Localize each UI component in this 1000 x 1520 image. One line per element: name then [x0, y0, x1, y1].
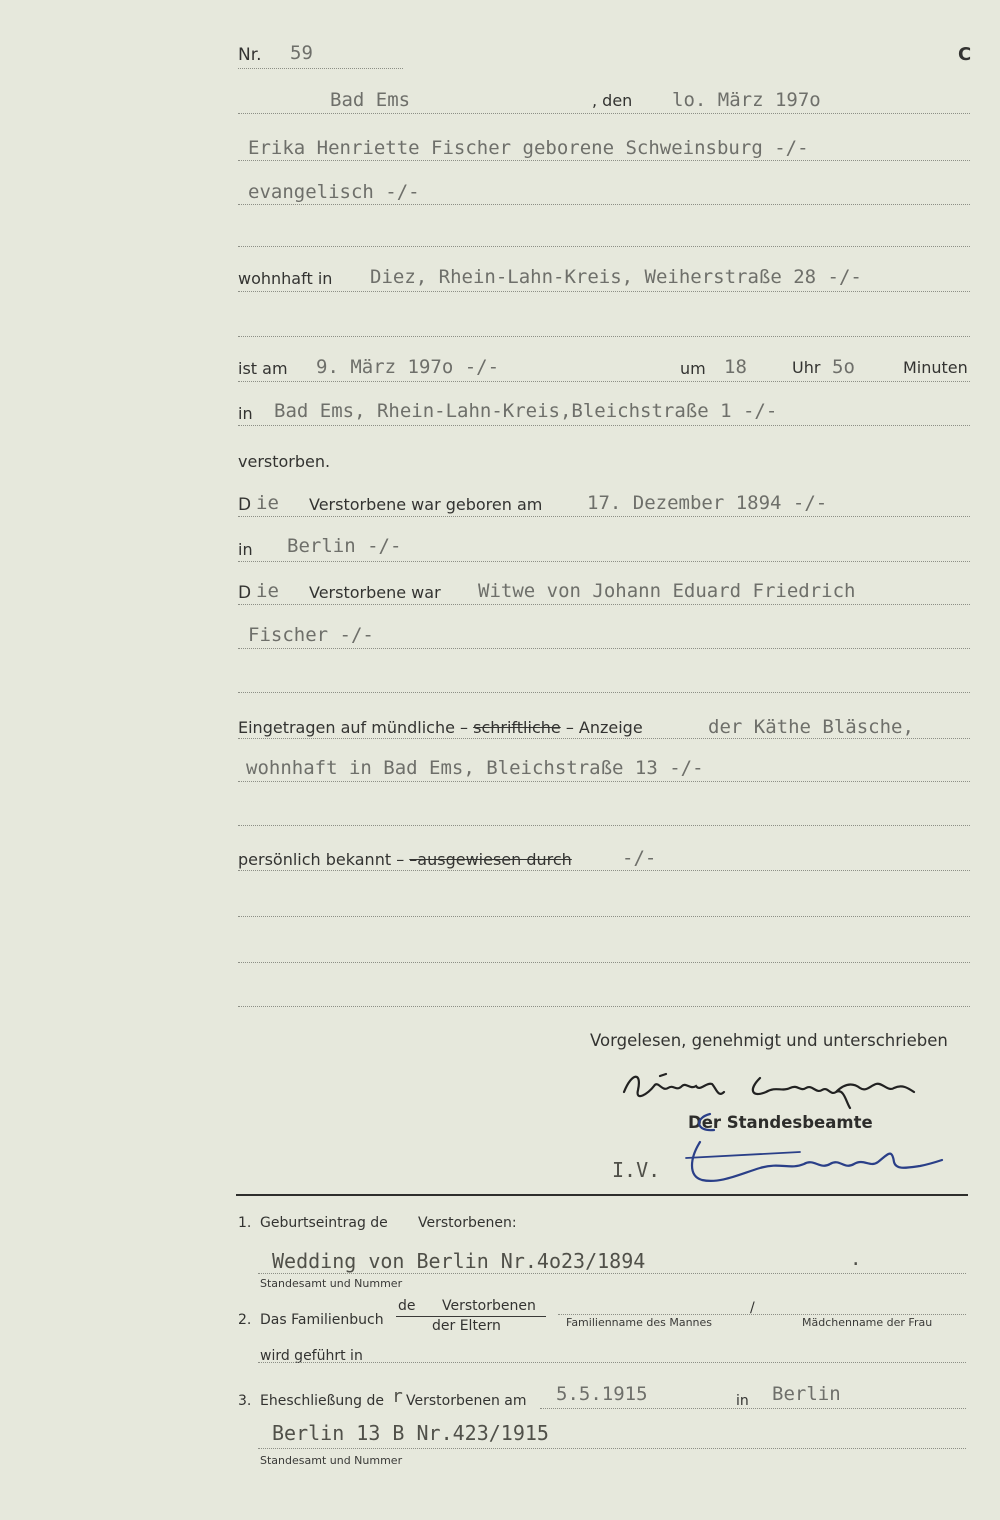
blank-line-4	[238, 825, 970, 826]
religion-line	[238, 204, 970, 205]
item2-line	[558, 1314, 966, 1315]
verstorben-label: verstorben.	[238, 452, 331, 471]
identification-label	[238, 850, 572, 869]
blank-line-3	[238, 692, 970, 693]
item3-label-typed: r	[392, 1386, 403, 1407]
identification-prefix: persönlich bekannt –	[238, 850, 405, 869]
item1-value: Wedding von Berlin Nr.4o23/1894	[272, 1249, 646, 1273]
marital-value-2: Fischer -/-	[248, 624, 374, 646]
item2-geführt-line	[258, 1362, 966, 1363]
identification-value: -/-	[622, 847, 657, 869]
birth-in-label: in	[238, 540, 253, 559]
item3-label-suffix: Verstorbenen am	[406, 1393, 527, 1409]
registration-label	[238, 718, 643, 737]
residence-label: wohnhaft in	[238, 269, 333, 288]
item2-caption-right: Mädchenname der Frau	[802, 1316, 933, 1329]
item1-caption: Standesamt und Nummer	[260, 1277, 403, 1290]
name-line	[238, 160, 970, 161]
blank-line-2	[238, 336, 970, 337]
item3-caption: Standesamt und Nummer	[260, 1454, 403, 1467]
death-in-label: in	[238, 404, 253, 423]
marital-line-2	[238, 648, 970, 649]
marital-d-label: D	[238, 583, 252, 603]
read-statement: Vorgelesen, genehmigt und unterschrieben	[590, 1031, 948, 1050]
marital-label: Verstorbene war	[309, 583, 441, 602]
item2-geführt: wird geführt in	[260, 1348, 363, 1364]
item2-number: 2.	[238, 1312, 252, 1328]
ist-am-label: ist am	[238, 359, 288, 378]
deceased-name: Erika Henriette Fischer geborene Schweinsburg -/-	[248, 137, 809, 159]
registrar-signature	[680, 1108, 950, 1188]
item2-fraction-line	[396, 1316, 546, 1317]
blank-line-5	[238, 916, 970, 917]
date-value: lo. März 197o	[672, 89, 821, 111]
birth-label: Verstorbene war geboren am	[309, 495, 543, 514]
item2-label: Das Familienbuch	[260, 1312, 384, 1328]
residence-value: Diez, Rhein-Lahn-Kreis, Weiherstraße 28 -/-	[370, 266, 862, 288]
minuten-label: Minuten	[903, 358, 968, 377]
iv-label: I.V.	[612, 1158, 661, 1182]
declarant-signature	[620, 1062, 930, 1112]
registration-value-1: der Käthe Bläsche,	[708, 716, 914, 738]
birth-date: 17. Dezember 1894 -/-	[587, 492, 828, 514]
marital-value-1: Witwe von Johann Eduard Friedrich	[478, 580, 856, 602]
residence-line	[238, 291, 970, 292]
item1-value-dot: .	[850, 1248, 862, 1270]
nr-line	[238, 68, 403, 69]
footer-divider	[236, 1194, 968, 1196]
item1-label: Geburtseintrag de	[260, 1215, 388, 1231]
marital-line-1	[238, 604, 970, 605]
nr-value: 59	[290, 42, 313, 64]
corner-letter: C	[958, 44, 972, 65]
den-label: , den	[592, 91, 633, 110]
item3-number: 3.	[238, 1393, 252, 1409]
um-label: um	[680, 359, 706, 378]
registration-line-1	[238, 738, 970, 739]
item1-line	[258, 1273, 966, 1274]
birth-place-line	[238, 561, 970, 562]
identification-line	[238, 870, 970, 871]
registration-struck: schriftliche	[473, 718, 561, 737]
birth-d-label: D	[238, 495, 252, 515]
birth-place: Berlin -/-	[287, 535, 402, 557]
death-place: Bad Ems, Rhein-Lahn-Kreis,Bleichstraße 1 -/-	[274, 400, 778, 422]
registration-prefix: Eingetragen auf mündliche –	[238, 718, 469, 737]
registration-suffix: – Anzeige	[565, 718, 643, 737]
death-hour: 18	[724, 356, 747, 378]
identification-struck: –ausgewiesen durch	[409, 850, 572, 869]
death-minutes: 5o	[832, 356, 855, 378]
marital-ie-typed: ie	[256, 580, 279, 602]
item3-date: 5.5.1915	[556, 1383, 648, 1405]
birth-date-line	[238, 516, 970, 517]
death-date: 9. März 197o -/-	[316, 356, 500, 378]
registration-line-2	[238, 781, 970, 782]
item3-registry-line	[258, 1448, 966, 1449]
uhr-label: Uhr	[792, 358, 821, 377]
item2-slash: /	[750, 1300, 755, 1316]
blank-line-1	[238, 246, 970, 247]
item3-registry: Berlin 13 B Nr.423/1915	[272, 1421, 549, 1445]
item3-label-prefix: Eheschließung de	[260, 1393, 384, 1409]
place-date-line	[238, 113, 970, 114]
item3-line	[540, 1408, 966, 1409]
registration-value-2: wohnhaft in Bad Ems, Bleichstraße 13 -/-	[246, 757, 704, 779]
birth-ie-typed: ie	[256, 492, 279, 514]
nr-label: Nr.	[238, 45, 262, 65]
item1-label-typed: Verstorbenen:	[418, 1215, 517, 1231]
item3-in-label: in	[736, 1393, 749, 1409]
item1-number: 1.	[238, 1215, 252, 1231]
blank-line-7	[238, 1006, 970, 1007]
item3-place: Berlin	[772, 1383, 841, 1405]
item2-frac-top: Verstorbenen	[442, 1298, 536, 1314]
item2-frac-bottom: der Eltern	[432, 1318, 501, 1334]
item2-frac-top-de: de	[398, 1298, 416, 1314]
religion-value: evangelisch -/-	[248, 181, 420, 203]
item2-caption-left: Familienname des Mannes	[566, 1316, 713, 1329]
blank-line-6	[238, 962, 970, 963]
place-value: Bad Ems	[330, 89, 411, 111]
death-place-line	[238, 425, 970, 426]
registrar-label: Der Standesbeamte	[688, 1113, 873, 1132]
death-time-line	[238, 381, 970, 382]
